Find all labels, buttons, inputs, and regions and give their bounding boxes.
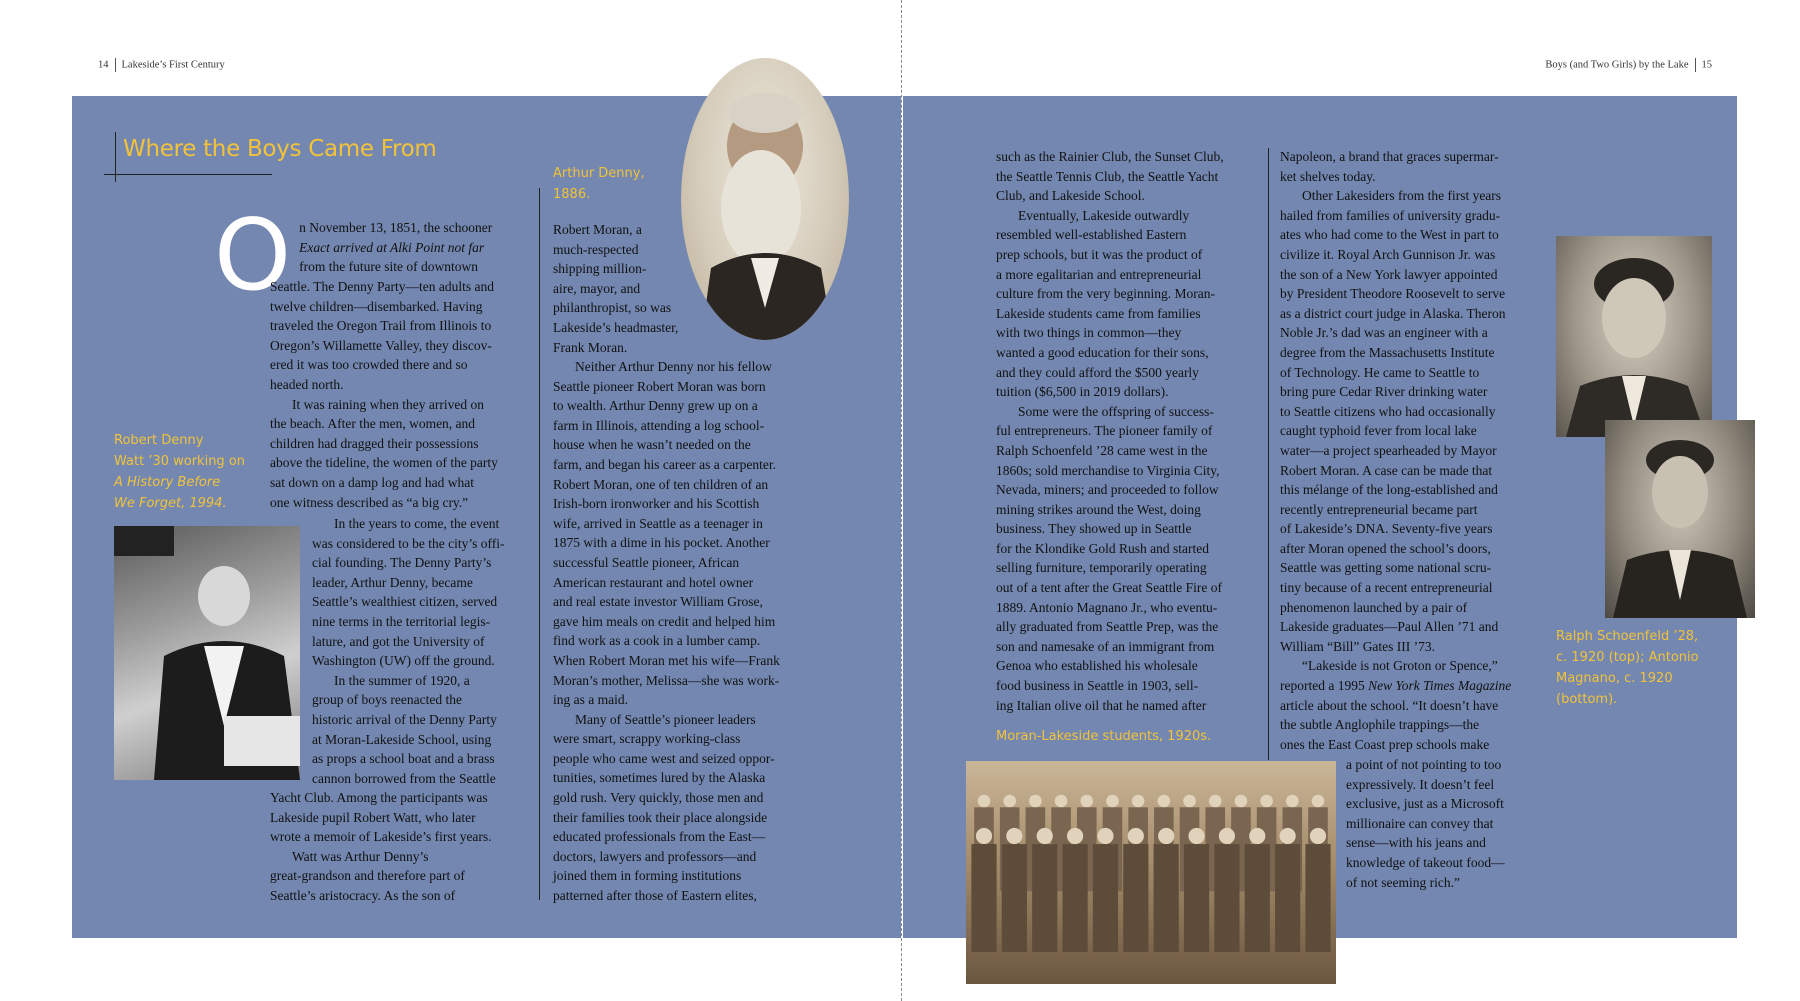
text-line: Genoa who established his wholesale [996, 658, 1198, 674]
text-line: the son of a New York lawyer appointed [1280, 266, 1498, 282]
text-line: Robert Moran, one of ten children of an [553, 476, 769, 492]
caption-line: We Forget, 1994. [114, 496, 227, 511]
text-line: were smart, scrappy working-class [553, 731, 741, 747]
text-line: In the summer of 1920, a [334, 672, 470, 688]
text-line: find work as a cook in a lumber camp. [553, 633, 761, 649]
text-line: culture from the very beginning. Moran- [996, 286, 1215, 302]
text-line: the beach. After the men, women, and [270, 416, 476, 432]
student-head [1158, 828, 1174, 844]
text-line: wrote a memoir of Lakeside’s first years. [270, 829, 492, 845]
text-line: ket shelves today. [1280, 168, 1376, 184]
student-head [978, 795, 991, 808]
text-line: such as the Rainier Club, the Sunset Club, [996, 149, 1224, 164]
text-line: reported a 1995 New York Times Magazine [1280, 678, 1512, 694]
folio-left [98, 58, 225, 72]
text-line: caught typhoid fever from local lake [1280, 423, 1477, 439]
student-head [1310, 828, 1326, 844]
text-line: expressively. It doesn’t feel [1346, 776, 1495, 792]
text-line: Frank Moran. [553, 339, 628, 355]
student-head [1067, 828, 1083, 844]
student-body [1245, 844, 1270, 952]
student-head [1132, 795, 1145, 808]
text-line: ing Italian olive oil that he named after [996, 697, 1207, 713]
text-line: ered it was too crowded there and so [270, 357, 468, 373]
text-line: for the Klondike Gold Rush and started [996, 540, 1209, 556]
text-line: water—a project spearheaded by Mayor [1280, 442, 1497, 458]
text-line: of not seeming rich.” [1346, 874, 1460, 890]
text-line: Eventually, Lakeside outwardly [1018, 207, 1190, 223]
column-1-body [270, 277, 532, 512]
text-line: Neither Arthur Denny nor his fellow [575, 359, 772, 374]
text-line: wanted a good education for their sons, [996, 344, 1209, 360]
student-head [1158, 795, 1171, 808]
text-line: doctors, lawyers and professors—and [553, 848, 757, 864]
text-line: resembled well-established Eastern [996, 227, 1187, 243]
text-line: twelve children—disembarked. Having [270, 298, 483, 314]
column-4 [1280, 147, 1538, 754]
text-line: with two things in common—they [996, 325, 1182, 341]
text-line: and they could afford the $500 yearly [996, 364, 1199, 380]
text-line: Seattle. The Denny Party—ten adults and [270, 279, 494, 294]
text-line: 1875 with a dime in his pocket. Another [553, 535, 770, 551]
text-line: American restaurant and hotel owner [553, 574, 754, 590]
caption-schoenfeld-magnano [1556, 626, 1699, 710]
text-line: n November 13, 1851, the schooner [299, 220, 493, 235]
antonio-magnano-photo [1605, 420, 1755, 618]
moran-students-photo [966, 761, 1336, 984]
page-number-right: 15 [1701, 59, 1712, 71]
student-body [1002, 844, 1027, 952]
student-body [1032, 844, 1057, 952]
text-line: as props a school boat and a brass [312, 751, 495, 767]
text-line: Washington (UW) off the ground. [312, 653, 495, 669]
student-head [1106, 795, 1119, 808]
text-line: group of boys reenacted the [312, 692, 462, 708]
text-line: cannon borrowed from the Seattle [312, 770, 496, 786]
text-line: ates who had come to the West in part to [1280, 227, 1499, 243]
text-line: 1860s; sold merchandise to Virginia City, [996, 462, 1220, 478]
student-body [971, 844, 996, 952]
text-line: Watt was Arthur Denny’s [292, 848, 429, 864]
text-line: sense—with his jeans and [1346, 835, 1486, 851]
student-head [1037, 828, 1053, 844]
text-line: Yacht Club. Among the participants was [270, 790, 488, 805]
text-line: exclusive, just as a Microsoft [1346, 796, 1504, 812]
text-line: ally graduated from Seattle Prep, was the [996, 619, 1219, 635]
drop-cap: O [214, 199, 292, 313]
text-line: nine terms in the territorial legis- [312, 613, 491, 629]
text-line: cial founding. The Denny Party’s [312, 555, 492, 571]
folio-divider [115, 58, 116, 72]
text-line: Lakeside students came from families [996, 305, 1201, 321]
text-line: joined them in forming institutions [553, 868, 742, 884]
text-line: lature, and got the University of [312, 633, 485, 649]
text-line: tuition ($6,500 in 2019 dollars). [996, 384, 1169, 400]
text-line: educated professionals from the East— [553, 829, 766, 845]
page-gutter [901, 0, 902, 1001]
text-line: bring pure Cedar River drinking water [1280, 384, 1488, 400]
column-rule-right [1268, 148, 1269, 760]
folio-divider [1695, 58, 1696, 72]
column-2-narrow [553, 220, 693, 357]
student-head [1219, 828, 1235, 844]
student-head [1055, 795, 1068, 808]
photo-illustration [1556, 236, 1712, 437]
text-line: ones the East Coast prep schools make [1280, 736, 1490, 752]
article-title: Where the Boys Came From [123, 136, 437, 162]
student-head [1128, 828, 1144, 844]
photo-illustration [966, 761, 1336, 984]
text-line: It was raining when they arrived on [292, 396, 484, 412]
text-line: Seattle’s wealthiest citizen, served [312, 594, 498, 610]
photo-illustration [114, 526, 300, 780]
text-line: food business in Seattle in 1903, sell- [996, 678, 1199, 694]
text-line: philanthropist, so was [553, 300, 672, 316]
text-line: this mélange of the long-established and [1280, 482, 1498, 498]
text-line: of Lakeside’s DNA. Seventy-five years [1280, 521, 1493, 537]
text-line: civilize it. Royal Arch Gunnison Jr. was [1280, 246, 1496, 262]
student-head [1235, 795, 1248, 808]
text-line: was considered to be the city’s offi- [312, 535, 505, 551]
caption-line: Magnano, c. 1920 [1556, 671, 1673, 686]
caption-line: Watt ’30 working on [114, 454, 246, 469]
student-body [1154, 844, 1179, 952]
text-line: of Technology. He came to Seattle to [1280, 364, 1480, 380]
folio-right [1545, 58, 1712, 72]
text-line: 1889. Antonio Magnano Jr., who eventu- [996, 599, 1218, 615]
text-line: millionaire can convey that [1346, 815, 1494, 831]
text-line: Exact arrived at Alki Point not far [299, 239, 485, 255]
text-line: ing as a maid. [553, 692, 628, 708]
text-line: Irish-born ironworker and his Scottish [553, 496, 760, 512]
student-head [1286, 795, 1299, 808]
text-line: the subtle Anglophile trappings—the [1280, 717, 1480, 733]
caption-arthur-denny [553, 163, 645, 205]
text-line: mining strikes around the West, doing [996, 501, 1201, 517]
text-line: farm, and began his career as a carpenter. [553, 456, 777, 472]
text-line: son and namesake of an immigrant from [996, 638, 1215, 654]
student-head [1006, 828, 1022, 844]
text-line: prep schools, but it was the product of [996, 246, 1203, 262]
student-head [1080, 795, 1093, 808]
text-line: the Seattle Tennis Club, the Seattle Yacht [996, 168, 1219, 184]
arthur-denny-portrait [681, 58, 849, 340]
text-line: Ralph Schoenfeld ’28 came west in the [996, 442, 1208, 458]
text-line: Some were the offspring of success- [1018, 403, 1214, 419]
caption-line: Arthur Denny, [553, 166, 645, 181]
text-line: above the tideline, the women of the party [270, 455, 498, 471]
text-line: Noble Jr.’s dad was an engineer with a [1280, 325, 1488, 341]
text-line: one witness described as “a big cry.” [270, 494, 469, 510]
text-line: Robert Moran, a [553, 222, 642, 237]
caption-line: c. 1920 (top); Antonio [1556, 650, 1699, 665]
text-line: tiny because of a recent entrepreneurial [1280, 580, 1493, 596]
student-head [1183, 795, 1196, 808]
column-1-bottom [270, 788, 532, 906]
caption-line: (bottom). [1556, 692, 1618, 707]
student-head [1280, 828, 1296, 844]
photo-illustration [1605, 420, 1755, 618]
portrait-illustration [681, 58, 849, 340]
text-line: traveled the Oregon Trail from Illinois to [270, 318, 492, 334]
text-line: Lakeside pupil Robert Watt, who later [270, 809, 476, 825]
text-line: Lakeside’s headmaster, [553, 319, 679, 335]
text-line: hailed from families of university gradu- [1280, 207, 1501, 223]
ralph-schoenfeld-photo [1556, 236, 1712, 437]
text-line: tunities, sometimes lured by the Alaska [553, 770, 766, 786]
text-line: phenomenon launched by a pair of [1280, 599, 1468, 615]
text-line: gave him meals on credit and helped him [553, 613, 776, 629]
text-line: Other Lakesiders from the first years [1302, 188, 1502, 204]
text-line: farm in Illinois, attending a log school- [553, 417, 765, 433]
text-line: business. They showed up in Seattle [996, 521, 1192, 537]
student-head [1249, 828, 1265, 844]
text-line: their families took their place alongside [553, 809, 768, 825]
caption-line: Robert Denny [114, 433, 204, 448]
title-rule-horizontal [104, 174, 272, 175]
running-title-left: Lakeside’s First Century [121, 59, 225, 71]
student-head [1260, 795, 1273, 808]
text-line: Nevada, miners; and proceeded to follow [996, 482, 1219, 498]
text-line: “Lakeside is not Groton or Spence,” [1302, 658, 1498, 674]
student-body [1214, 844, 1239, 952]
text-line: knowledge of takeout food— [1346, 854, 1505, 870]
text-line: successful Seattle pioneer, African [553, 554, 740, 570]
text-line: sat down on a damp log and had what [270, 474, 474, 490]
text-line: ful entrepreneurs. The pioneer family of [996, 423, 1213, 439]
text-line: house when he wasn’t needed on the [553, 437, 751, 453]
column-rule-left [539, 188, 540, 900]
text-line: after Moran opened the school’s doors, [1280, 540, 1491, 556]
caption-line: A History Before [114, 475, 221, 490]
text-line: article about the school. “It doesn’t have [1280, 697, 1499, 713]
text-line: a point of not pointing to too [1346, 757, 1502, 772]
text-line: Lakeside graduates—Paul Allen ’71 and [1280, 619, 1499, 635]
student-head [1209, 795, 1222, 808]
column-4-narrow [1346, 755, 1538, 892]
text-line: by President Theodore Roosevelt to serve [1280, 286, 1506, 302]
text-line: to wealth. Arthur Denny grew up on a [553, 398, 758, 414]
text-line: gold rush. Very quickly, those men and [553, 790, 764, 806]
text-line: patterned after those of Eastern elites, [553, 888, 757, 904]
text-line: Many of Seattle’s pioneer leaders [575, 711, 756, 727]
text-line: Robert Moran. A case can be made that [1280, 462, 1493, 478]
robert-watt-photo [114, 526, 300, 780]
text-line: William “Bill” Gates III ’73. [1280, 638, 1436, 654]
text-line: as a district court judge in Alaska. Theron [1280, 305, 1506, 321]
student-head [1003, 795, 1016, 808]
caption-moran-students: Moran-Lakeside students, 1920s. [996, 729, 1212, 744]
text-line: Oregon’s Willamette Valley, they discov- [270, 337, 492, 353]
text-line: historic arrival of the Denny Party [312, 711, 497, 727]
student-head [1097, 828, 1113, 844]
text-line: out of a tent after the Great Seattle Fire of [996, 580, 1223, 596]
text-line: In the years to come, the event [334, 516, 500, 531]
text-line: degree from the Massachusetts Institute [1280, 344, 1495, 360]
text-line: wife, arrived in Seattle as a teenager in [553, 515, 763, 531]
text-line: Seattle was getting some national scru- [1280, 560, 1492, 576]
text-line: Club, and Lakeside School. [996, 188, 1145, 204]
text-line: shipping million- [553, 261, 647, 277]
student-head [1029, 795, 1042, 808]
caption-robert-watt [114, 430, 245, 514]
text-line: children had dragged their possessions [270, 435, 479, 451]
text-line: to Seattle citizens who had occasionally [1280, 403, 1496, 419]
text-line: Seattle pioneer Robert Moran was born [553, 378, 766, 394]
student-head [1312, 795, 1325, 808]
text-line: from the future site of downtown [299, 259, 478, 275]
caption-line: 1886. [553, 187, 591, 202]
text-line: Napoleon, a brand that graces supermar- [1280, 149, 1499, 164]
text-line: Seattle’s aristocracy. As the son of [270, 887, 456, 903]
page-number-left: 14 [98, 59, 109, 71]
text-line: and real estate investor William Grose, [553, 594, 763, 610]
text-line: Moran’s mother, Melissa—she was work- [553, 672, 780, 688]
text-line: at Moran-Lakeside School, using [312, 731, 492, 747]
student-body [1062, 844, 1087, 952]
student-head [976, 828, 992, 844]
column-1-narrow [312, 514, 534, 788]
text-line: headed north. [270, 376, 344, 392]
text-line: selling furniture, temporarily operating [996, 560, 1207, 576]
student-body [1305, 844, 1330, 952]
student-head [1188, 828, 1204, 844]
text-line: leader, Arthur Denny, became [312, 574, 473, 590]
student-body [1123, 844, 1148, 952]
text-line: aire, mayor, and [553, 280, 641, 296]
text-line: a more egalitarian and entrepreneurial [996, 266, 1202, 282]
caption-line: Ralph Schoenfeld ’28, [1556, 629, 1699, 644]
student-body [1184, 844, 1209, 952]
running-title-right: Boys (and Two Girls) by the Lake [1545, 59, 1689, 71]
column-3 [996, 147, 1254, 715]
column-2-body [553, 357, 815, 906]
student-body [1093, 844, 1118, 952]
text-line: When Robert Moran met his wife—Frank [553, 652, 780, 668]
student-body [1275, 844, 1300, 952]
text-line: much-respected [553, 241, 639, 257]
text-line: people who came west and seized oppor- [553, 750, 775, 766]
text-line: recently entrepreneurial became part [1280, 501, 1478, 517]
text-line: great-grandson and therefore part of [270, 868, 465, 884]
